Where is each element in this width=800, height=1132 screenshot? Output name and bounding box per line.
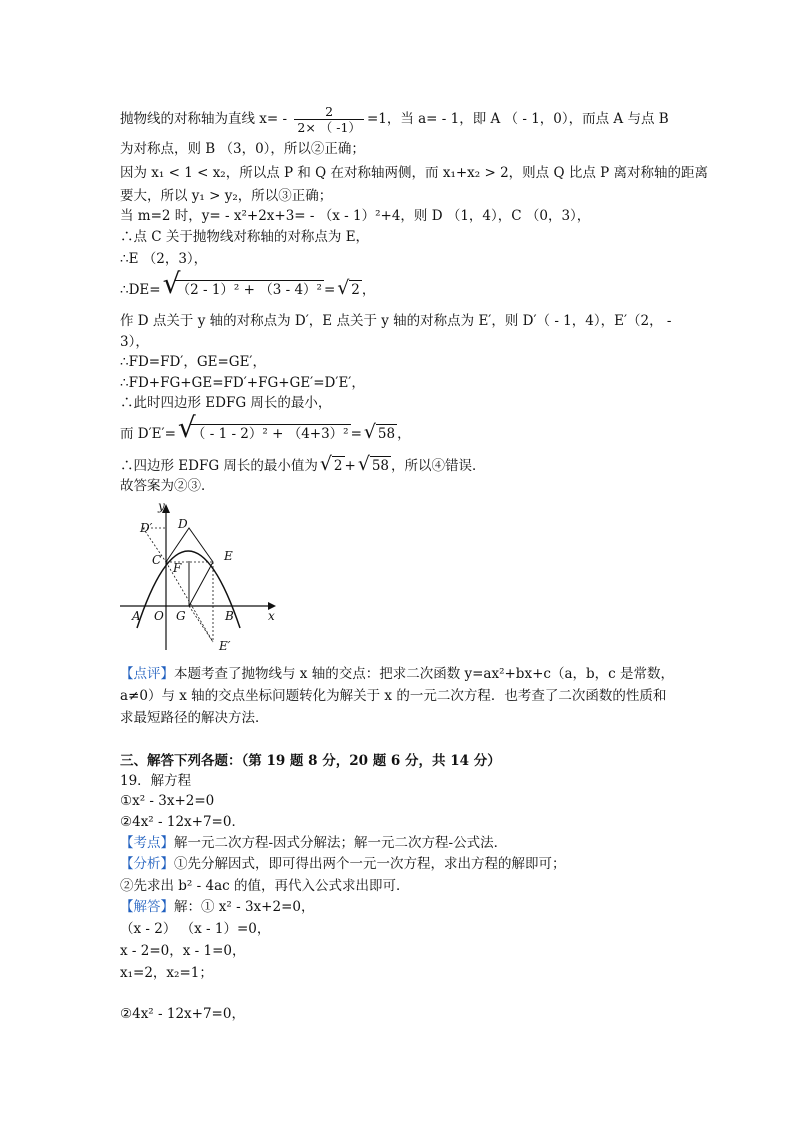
fraction bbox=[294, 104, 364, 135]
label-b: B bbox=[225, 609, 234, 623]
square-root: √ 58 bbox=[357, 453, 390, 475]
fraction-numerator: 2 bbox=[325, 104, 334, 119]
text-line bbox=[120, 267, 376, 300]
dashed-line-g-e-prime bbox=[189, 606, 213, 642]
text-line: 故答案为②③． bbox=[120, 478, 215, 494]
text: = bbox=[350, 426, 362, 442]
text-line: ∴FD=FD′，GE=GE′， bbox=[120, 354, 267, 370]
text: 抛物线的对称轴为直线 x= - bbox=[120, 111, 292, 127]
knowledge-point-line bbox=[120, 834, 507, 852]
text-line: 求最短路径的解决方法． bbox=[120, 710, 269, 726]
label-e-prime: E′ bbox=[219, 639, 231, 652]
text-line: ∴此时四边形 EDFG 周长的最小， bbox=[120, 395, 332, 411]
analysis-line bbox=[120, 855, 566, 873]
text: + bbox=[344, 458, 356, 474]
text-line: 因为 x₁ < 1 < x₂，所以点 P 和 Q 在对称轴两侧，而 x₁+x₂ > 2，则点 Q 比点 P 离对称轴的距离 bbox=[120, 165, 708, 181]
section-heading: 三、解答下列各题：（第 19 题 8 分，20 题 6 分，共 14 分） bbox=[120, 753, 501, 769]
radicand: 58 bbox=[377, 426, 396, 442]
analysis-tag: 【分析】 bbox=[120, 856, 174, 872]
text-line: a≠0）与 x 轴的交点坐标问题转化为解关于 x 的一元二次方程．也考查了二次函数的性质和 bbox=[120, 688, 667, 704]
square-root: √ 2 bbox=[319, 453, 343, 475]
radicand: 2 bbox=[333, 458, 343, 474]
radicand: （2 - 1）² + （3 - 4）² bbox=[176, 282, 322, 298]
square-root: √ （2 - 1）² + （3 - 4）² bbox=[162, 267, 322, 300]
equation-1: ①x² - 3x+2=0 bbox=[120, 793, 215, 809]
text: ， bbox=[397, 426, 411, 442]
text-line: 为对称点，则 B （3，0），所以②正确； bbox=[120, 141, 365, 157]
parabola-figure bbox=[118, 502, 278, 652]
comment-tag: 【点评】 bbox=[120, 666, 174, 682]
label-c: C bbox=[152, 553, 162, 567]
text-line: x - 2=0，x - 1=0， bbox=[120, 943, 246, 959]
label-d-prime: D′ bbox=[140, 521, 153, 535]
label-f: F bbox=[173, 561, 182, 575]
text: ①先分解因式，即可得出两个一元一次方程，求出方程的解即可； bbox=[174, 856, 566, 872]
label-x: x bbox=[268, 609, 275, 623]
text-line: x₁=2，x₂=1； bbox=[120, 965, 213, 981]
fraction-denominator: 2× （ -1） bbox=[294, 119, 364, 135]
text-line: ②先求出 b² - 4ac 的值，再代入公式求出即可． bbox=[120, 878, 410, 894]
text-line: 3）， bbox=[120, 334, 149, 350]
answer-tag: 【解答】 bbox=[120, 899, 174, 915]
text: ∴四边形 EDFG 周长的最小值为 bbox=[120, 458, 318, 474]
comment-line bbox=[120, 665, 674, 683]
label-e: E bbox=[224, 549, 233, 563]
text-line: ∴E （2，3）， bbox=[120, 251, 208, 267]
label-y: y bbox=[158, 502, 165, 513]
text: ， bbox=[361, 282, 376, 298]
text: 解：① x² - 3x+2=0， bbox=[174, 899, 315, 915]
text-line: ∴FD+FG+GE=FD′+FG+GE′=D′E′， bbox=[120, 375, 365, 391]
text-line bbox=[120, 104, 669, 135]
label-o: O bbox=[154, 609, 164, 623]
text: ∴DE= bbox=[120, 282, 161, 298]
text-line: 要大，所以 y₁ > y₂，所以③正确； bbox=[120, 188, 333, 204]
text: 本题考查了抛物线与 x 轴的交点：把求二次函数 y=ax²+bx+c（a，b，c 是常数， bbox=[174, 666, 674, 682]
equation-2: ②4x² - 12x+7=0． bbox=[120, 814, 245, 830]
radicand: （ - 1 - 2）² + （4+3）² bbox=[191, 426, 349, 442]
text-line bbox=[120, 453, 486, 475]
text-line: 作 D 点关于 y 轴的对称点为 D′，E 点关于 y 轴的对称点为 E′，则 D′（ - 1，4），E′（2， - bbox=[120, 313, 672, 329]
square-root: √ 58 bbox=[363, 421, 396, 443]
text: =1，当 a= - 1，即 A （ - 1，0），而点 A 与点 B bbox=[366, 111, 669, 127]
text-line: ∴点 C 关于抛物线对称轴的对称点为 E， bbox=[120, 229, 370, 245]
text: = bbox=[323, 282, 336, 298]
text-line: ②4x² - 12x+7=0， bbox=[120, 1006, 245, 1022]
text: 解一元二次方程-因式分解法；解一元二次方程-公式法． bbox=[174, 835, 508, 851]
label-g: G bbox=[176, 609, 186, 623]
square-root: √ 2 bbox=[337, 277, 360, 299]
label-a: A bbox=[132, 609, 141, 623]
question-number: 19．解方程 bbox=[120, 773, 192, 789]
knowledge-point-tag: 【考点】 bbox=[120, 835, 174, 851]
label-d: D bbox=[178, 517, 188, 531]
text-line: 当 m=2 时，y= - x²+2x+3= - （x - 1）²+4，则 D （1，4），C （0，3）， bbox=[120, 208, 591, 224]
text: ，所以④错误． bbox=[391, 458, 486, 474]
square-root: √ （ - 1 - 2）² + （4+3）² bbox=[177, 411, 349, 444]
answer-line bbox=[120, 898, 314, 916]
radicand: 58 bbox=[371, 458, 390, 474]
radicand: 2 bbox=[351, 282, 360, 298]
text-line: （x - 2） （x - 1）=0， bbox=[120, 921, 271, 937]
text-line bbox=[120, 411, 411, 444]
text: 而 D′E′= bbox=[120, 426, 176, 442]
